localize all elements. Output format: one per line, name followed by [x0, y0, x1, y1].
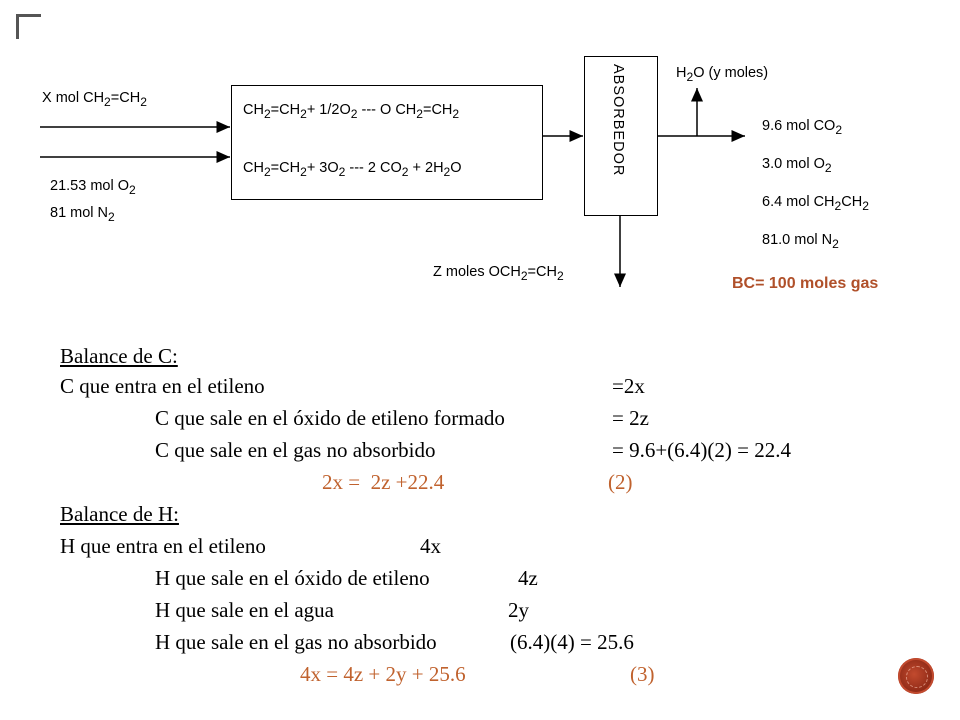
h-line-2-label: H que sale en el óxido de etileno: [155, 566, 430, 590]
c-line-2-value: = 2z: [612, 406, 649, 430]
h-line-3-value: 2y: [508, 598, 529, 622]
oxide-out-label: Z moles $OCH_2=CH_2$: [433, 264, 564, 283]
absorber-label: ABSORBEDOR: [610, 64, 626, 177]
gas-out-o2: 3.0 mol $O_2$: [762, 156, 832, 175]
h-line-4-value: (6.4)(4) = 25.6: [510, 630, 634, 654]
calculation-basis: BC= 100 moles gas: [732, 275, 879, 292]
c-line-1-value: =2x: [612, 374, 645, 398]
feed-o2-label: 21.53 mol $O_2$: [50, 178, 136, 197]
c-equation-number: (2): [608, 470, 633, 494]
water-out-label: $H_2O$ (y moles): [676, 65, 769, 84]
reaction-1: $CH_2=CH_2+ 1/2O_2$ --- O $CH_2=CH_2$: [243, 102, 460, 121]
h-balance-title: Balance de H:: [60, 502, 179, 526]
feed-ethylene-label: X mol $CH_2=CH_2$: [42, 90, 147, 109]
c-line-1-label: C que entra en el etileno: [60, 374, 265, 398]
decorative-logo-icon: [898, 658, 934, 694]
c-balance-title: Balance de C:: [60, 344, 178, 368]
h-line-2-value: 4z: [518, 566, 538, 590]
h-line-1-value: 4x: [420, 534, 441, 558]
c-line-2-label: C que sale en el óxido de etileno formado: [155, 406, 505, 430]
h-line-4-label: H que sale en el gas no absorbido: [155, 630, 437, 654]
gas-out-n2: 81.0 mol $N_2$: [762, 232, 839, 251]
h-equation: 4x = 4z + 2y + 25.6: [300, 662, 466, 686]
h-equation-number: (3): [630, 662, 655, 686]
h-line-1-label: H que entra en el etileno: [60, 534, 266, 558]
c-line-3-value: = 9.6+(6.4)(2) = 22.4: [612, 438, 792, 462]
gas-out-ethylene: 6.4 mol $CH_2CH_2$: [762, 194, 869, 213]
feed-n2-label: 81 mol $N_2$: [50, 205, 115, 224]
c-line-3-label: C que sale en el gas no absorbido: [155, 438, 436, 462]
reaction-2: $CH_2=CH_2+ 3O_2$ --- 2 $CO_2 + 2H_2O$: [243, 160, 462, 179]
h-line-3-label: H que sale en el agua: [155, 598, 335, 622]
gas-out-co2: 9.6 mol $CO_2$: [762, 118, 843, 137]
c-equation: 2x = 2z +22.4: [322, 470, 445, 494]
